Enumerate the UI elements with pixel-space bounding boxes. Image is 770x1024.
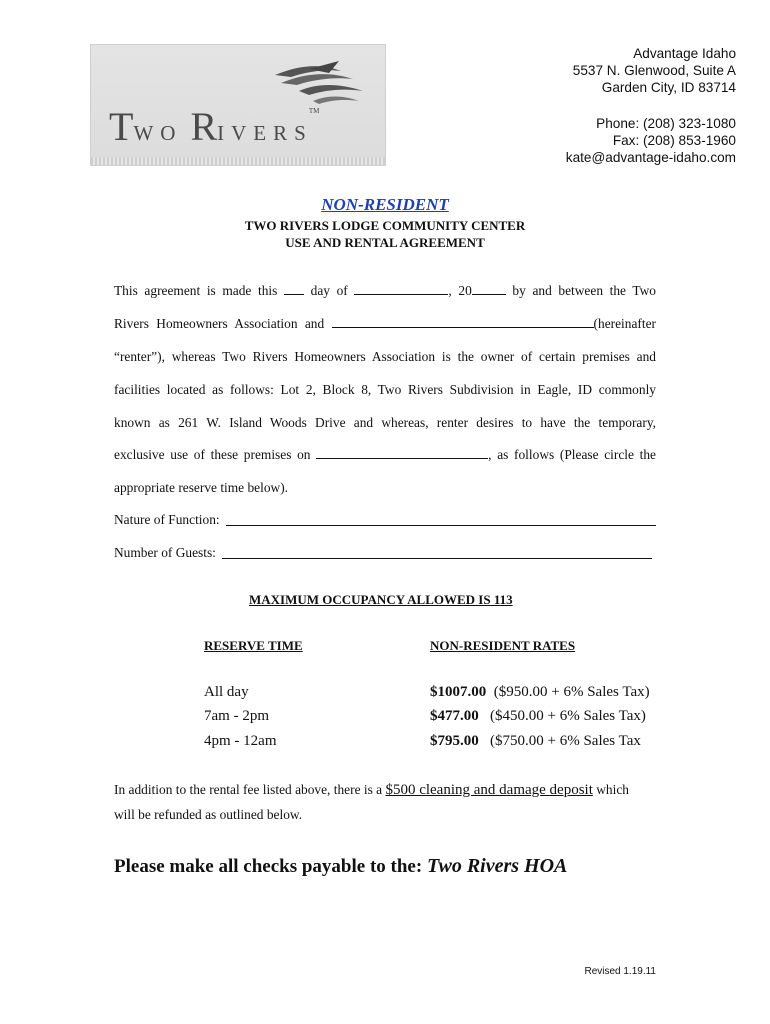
deposit-line-1: In addition to the rental fee listed above, there is a $500 cleaning and damage deposit which bbox=[114, 782, 629, 798]
agreement-line-6: exclusive use of these premises on , as follows (Please circle the bbox=[114, 447, 656, 462]
rate-all-day: $1007.00 ($950.00 + 6% Sales Tax) bbox=[430, 684, 650, 700]
agreement-line-3: “renter”), whereas Two Rivers Homeowners Association is the owner of certain premises and bbox=[114, 349, 656, 364]
agreement-line-7: appropriate reserve time below). bbox=[114, 480, 288, 495]
rate-evening: $795.00 ($750.00 + 6% Sales Tax bbox=[430, 733, 641, 749]
revision-date: Revised 1.19.11 bbox=[584, 966, 656, 977]
company-name: Advantage Idaho bbox=[633, 46, 736, 61]
heading-line-1: TWO RIVERS LODGE COMMUNITY CENTER bbox=[244, 218, 526, 233]
river-swoosh-icon bbox=[269, 61, 369, 107]
email-address: kate@advantage-idaho.com bbox=[565, 150, 736, 165]
address-line-2: Garden City, ID 83714 bbox=[601, 80, 736, 95]
non-resident-rates-header: NON-RESIDENT RATES bbox=[430, 638, 576, 653]
reserve-time-header: RESERVE TIME bbox=[204, 638, 303, 653]
year-blank[interactable] bbox=[472, 284, 506, 295]
phone-number: Phone: (208) 323-1080 bbox=[596, 116, 736, 131]
rental-date-blank[interactable] bbox=[316, 448, 488, 459]
function-input-line[interactable] bbox=[226, 525, 656, 526]
agreement-line-1: This agreement is made this day of , 20 by and between the Two bbox=[114, 283, 656, 298]
agreement-line-2: Rivers Homeowners Association and (hereinafter bbox=[114, 316, 656, 331]
agreement-line-4: facilities located as follows: Lot 2, Block 8, Two Rivers Subdivision in Eagle, ID commonly bbox=[114, 382, 656, 397]
deposit-line-2: will be refunded as outlined below. bbox=[114, 807, 303, 822]
heading-line-2: USE AND RENTAL AGREEMENT bbox=[285, 235, 485, 250]
rate-morning: $477.00 ($450.00 + 6% Sales Tax) bbox=[430, 708, 646, 724]
checks-payable-label: Please make all checks payable to the: bbox=[114, 856, 423, 877]
payee-name: Two Rivers HOA bbox=[427, 855, 568, 877]
fax-number: Fax: (208) 853-1960 bbox=[612, 133, 736, 148]
agreement-line-5: known as 261 W. Island Woods Drive and whereas, renter desires to have the temporary, bbox=[114, 415, 656, 430]
non-resident-title: NON-RESIDENT bbox=[321, 195, 449, 214]
nature-of-function-field: Nature of Function: bbox=[114, 512, 656, 528]
day-blank[interactable] bbox=[284, 284, 304, 295]
reserve-time-all-day: All day bbox=[204, 684, 249, 700]
deposit-amount: $500 cleaning and damage deposit bbox=[385, 782, 593, 798]
number-of-guests-field: Number of Guests: bbox=[114, 545, 652, 561]
month-blank[interactable] bbox=[354, 284, 448, 295]
renter-name-blank[interactable] bbox=[332, 317, 594, 328]
reserve-time-evening: 4pm - 12am bbox=[204, 733, 277, 749]
guests-input-line[interactable] bbox=[222, 558, 652, 559]
contact-block bbox=[566, 45, 736, 166]
address-line-1: 5537 N. Glenwood, Suite A bbox=[572, 63, 736, 78]
reserve-time-morning: 7am - 2pm bbox=[204, 708, 269, 724]
logo-wordmark: TWO RIVERS™ bbox=[109, 104, 320, 149]
two-rivers-logo bbox=[90, 44, 386, 166]
max-occupancy-notice: MAXIMUM OCCUPANCY ALLOWED IS 113 bbox=[249, 592, 513, 607]
